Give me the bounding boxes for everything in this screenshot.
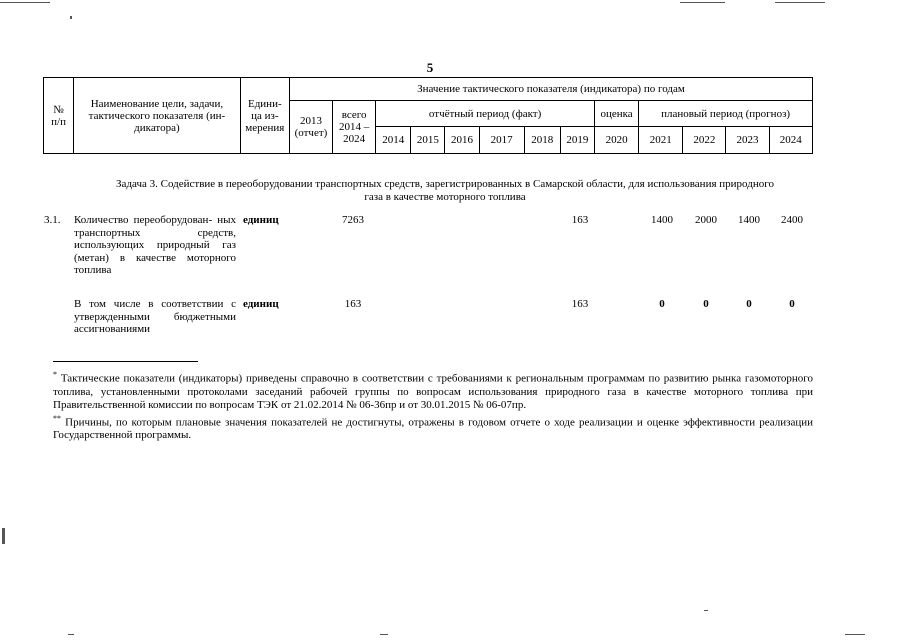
value-2023: 1400 — [738, 214, 760, 226]
header-year-2018: 2018 — [524, 127, 560, 154]
header-year-2016: 2016 — [445, 127, 479, 154]
scan-artifact — [704, 610, 708, 611]
scan-artifact — [2, 528, 5, 544]
page-number: 5 — [426, 60, 434, 75]
header-2013: 2013 (отчет) — [289, 101, 332, 154]
value-2019: 163 — [571, 214, 589, 226]
header-num: № п/п — [44, 78, 74, 154]
row-unit: единиц — [243, 214, 279, 226]
row-number: 3.1. — [44, 214, 61, 226]
scan-artifact — [68, 634, 74, 635]
scan-artifact — [70, 16, 72, 19]
scan-artifact — [775, 2, 825, 3]
row-indicator-name: В том числе в соответствии с утвержденными бюджетными ассигнованиями — [74, 298, 236, 335]
header-year-2020: 2020 — [594, 127, 638, 154]
header-estimate: оценка — [594, 101, 638, 127]
value-2022: 0 — [703, 298, 709, 310]
row-unit: единиц — [243, 298, 279, 310]
footnote-1: * Тактические показатели (индикаторы) приведены справочно в соответствии с требованиями к региональным программам по развитию рынка газомоторного топлива, установленными протоколами заседаний рабочей группы по вопросам использования природного газа в качестве моторного топлива при Правительственной комиссии по вопросам ТЭК от 21.02.2014 № 06-36пр и от 30.01.2015 № 06-07пр. — [53, 370, 813, 411]
value-total: 7263 — [342, 214, 364, 226]
header-name: Наименование цели, задачи, тактического показателя (ин- дикатора) — [74, 78, 241, 154]
footnote-divider — [53, 361, 198, 362]
header-unit: Едини- ца из- мерения — [240, 78, 289, 154]
value-total: 163 — [344, 298, 362, 310]
task-heading: Задача 3. Содействие в переоборудовании транспортных средств, зарегистрированных в Самарской области, для использования природного газа в качестве моторного топлива — [116, 178, 774, 203]
header-year-2014: 2014 — [376, 127, 411, 154]
header-year-2024: 2024 — [769, 127, 812, 154]
header-group-title: Значение тактического показателя (индикатора) по годам — [289, 78, 812, 101]
row-indicator-name: Количество переоборудован- ных транспортных средств, использующих природный газ (метан) в качестве моторного топлива — [74, 214, 236, 276]
header-year-2017: 2017 — [479, 127, 524, 154]
header-year-2015: 2015 — [411, 127, 445, 154]
value-2021: 0 — [659, 298, 665, 310]
value-2019: 163 — [571, 298, 589, 310]
header-plan-period: плановый период (прогноз) — [639, 101, 813, 127]
footnotes — [53, 368, 813, 442]
scan-artifact — [680, 2, 725, 3]
header-year-2022: 2022 — [683, 127, 726, 154]
header-year-2023: 2023 — [726, 127, 769, 154]
header-year-2021: 2021 — [639, 127, 683, 154]
header-year-2019: 2019 — [560, 127, 594, 154]
header-fact-period: отчётный период (факт) — [376, 101, 595, 127]
scan-artifact — [380, 634, 388, 635]
value-2024: 0 — [789, 298, 795, 310]
value-2022: 2000 — [695, 214, 717, 226]
header-total: всего 2014 – 2024 — [333, 101, 376, 154]
scan-artifact — [845, 634, 865, 635]
scan-artifact — [0, 2, 50, 3]
value-2021: 1400 — [651, 214, 673, 226]
value-2024: 2400 — [781, 214, 803, 226]
footnote-2: ** Причины, по которым плановые значения показателей не достигнуты, отражены в годовом отчете о ходе реализации и оценке эффективности реализации Государственной программы. — [53, 413, 814, 442]
indicator-table-header — [43, 77, 813, 154]
value-2023: 0 — [746, 298, 752, 310]
